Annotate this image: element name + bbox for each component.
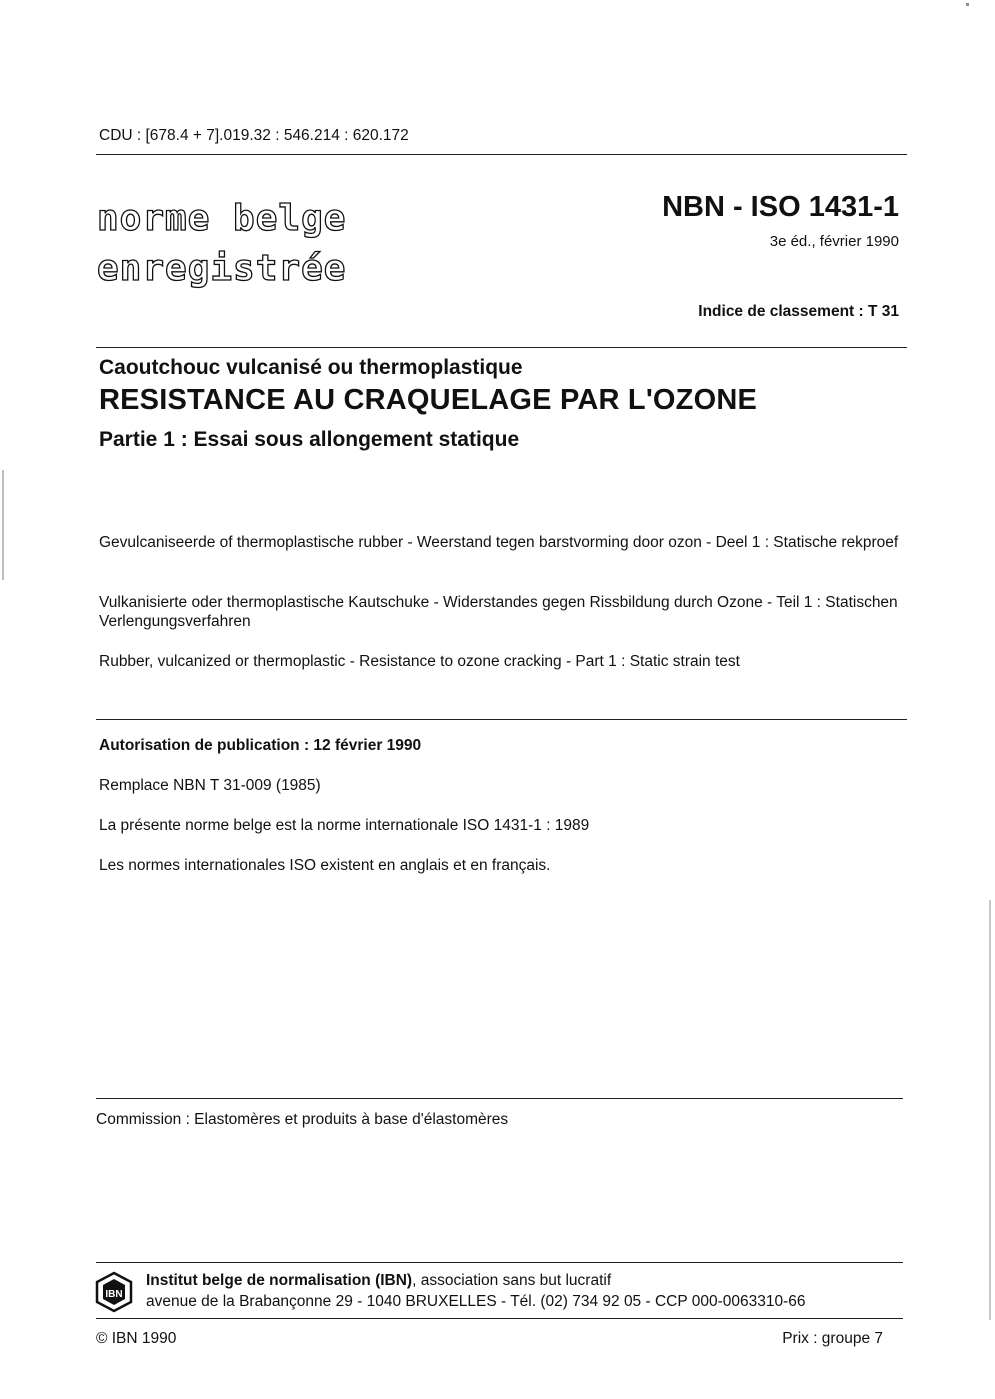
commission-text: Commission : Elastomères et produits à base d'élastomères (96, 1111, 509, 1128)
price-group: Prix : groupe 7 (782, 1330, 883, 1347)
authorisation-date: Autorisation de publication : 12 février 1990 (99, 737, 422, 754)
subject-line: Caoutchouc vulcanisé ou thermoplastique (99, 356, 523, 379)
title-rule (96, 347, 907, 348)
copyright: © IBN 1990 (96, 1330, 177, 1347)
classification-index: Indice de classement : T 31 (698, 303, 899, 320)
institute-line (146, 1272, 611, 1290)
scan-edge-mark-left (2, 470, 4, 580)
languages-statement: Les normes internationales ISO existent en anglais et en français. (99, 857, 551, 874)
title-dutch: Gevulcaniseerde of thermoplastische rubber - Weerstand tegen barstvorming door ozon - Deel 1 : Statische rekproef (99, 534, 899, 551)
header-rule (96, 154, 907, 155)
replaces-standard: Remplace NBN T 31-009 (1985) (99, 777, 321, 794)
scan-edge-mark-right (989, 900, 991, 1320)
brand-norme-belge: norme belge (97, 198, 347, 239)
part-title: Partie 1 : Essai sous allongement statique (99, 428, 520, 451)
bottom-rule (96, 1318, 903, 1319)
institute-name: Institut belge de normalisation (IBN) (146, 1272, 413, 1289)
identity-statement: La présente norme belge est la norme internationale ISO 1431-1 : 1989 (99, 817, 590, 834)
ibn-logo-icon (93, 1271, 135, 1313)
institute-address: avenue de la Brabançonne 29 - 1040 BRUXELLES - Tél. (02) 734 92 05 - CCP 000-0063310-66 (146, 1293, 806, 1310)
scan-speck (966, 3, 969, 6)
institute-rest: , association sans but lucratif (412, 1272, 612, 1289)
edition-date: 3e éd., février 1990 (769, 233, 899, 250)
cdu-code: CDU : [678.4 + 7].019.32 : 546.214 : 620.172 (99, 127, 409, 144)
document-title: RESISTANCE AU CRAQUELAGE PAR L'OZONE (99, 384, 758, 416)
title-german: Vulkanisierte oder thermoplastische Kautschuke - Widerstandes gegen Rissbildung durch Ozone - Teil 1 : Statischen Verlengungsverfahren (99, 594, 898, 630)
publication-rule (96, 719, 907, 720)
footer-rule (96, 1262, 903, 1263)
commission-rule (96, 1098, 903, 1099)
standard-number: NBN - ISO 1431-1 (662, 191, 899, 223)
title-english: Rubber, vulcanized or thermoplastic - Resistance to ozone cracking - Part 1 : Static strain test (99, 653, 740, 670)
brand-enregistree: enregistrée (97, 248, 347, 289)
logo-text: IBN (105, 1289, 123, 1300)
